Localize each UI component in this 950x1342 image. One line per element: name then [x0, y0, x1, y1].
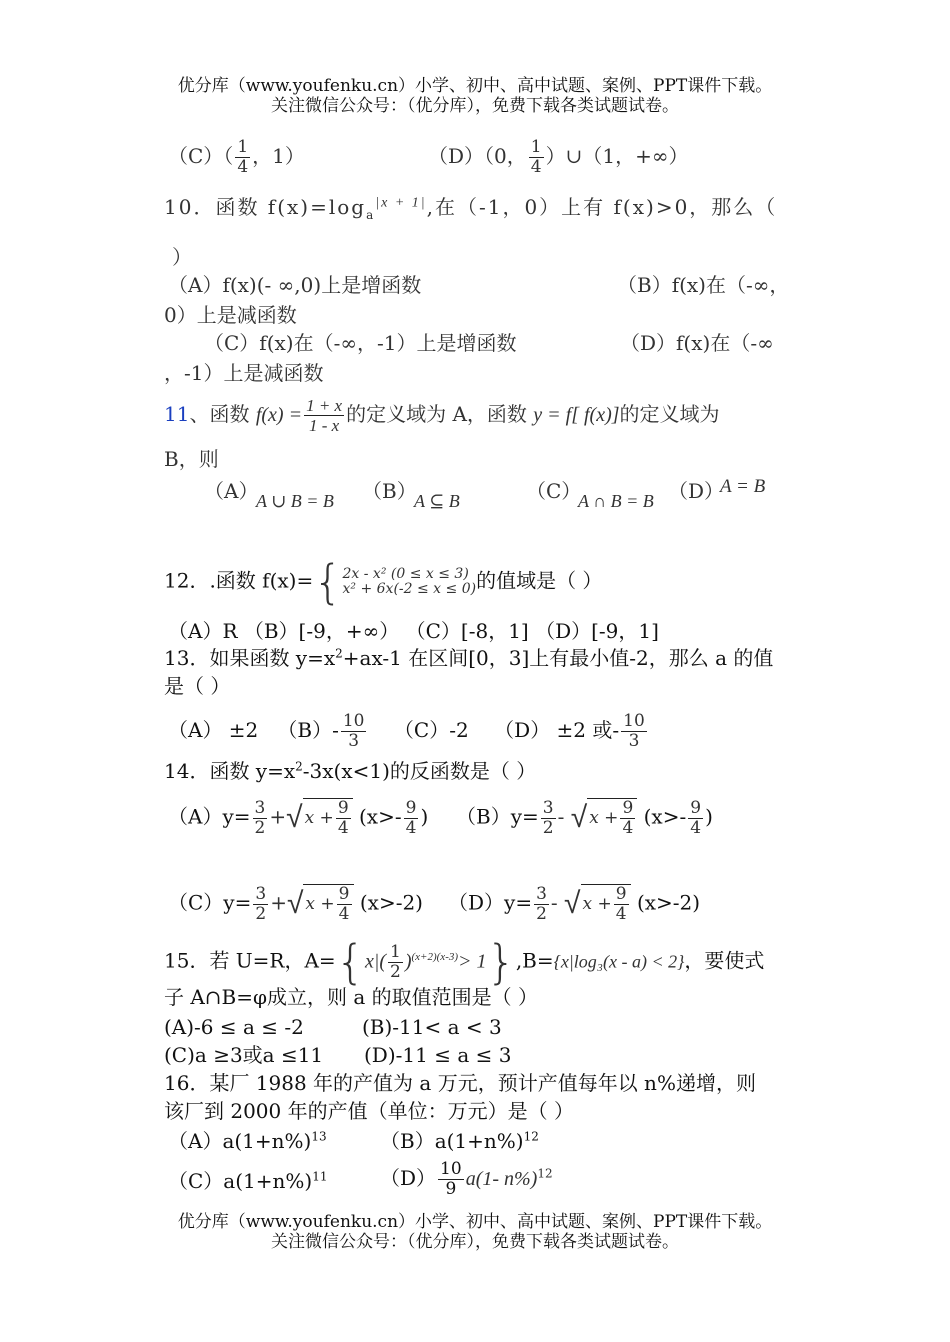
q10-option-b: （B）f(x)在（-∞，: [617, 273, 790, 297]
q10-option-a: （A）f(x)(- ∞,0)上是增函数: [168, 273, 422, 297]
fraction: $\frac{9}{4}$: [405, 797, 417, 838]
q15-option-c: (C)a ≥3或a ≤11: [164, 1043, 324, 1067]
header-line-2: 关注微信公众号：（优分库），免费下载各类试题试卷。: [271, 96, 679, 116]
q10-option-d: （D）f(x)在（-∞: [620, 331, 774, 355]
q11-option-d-math: A = B: [720, 476, 766, 497]
q10-stem-close: ）: [172, 245, 192, 269]
fraction: $\frac{1}{4}$: [530, 137, 542, 177]
q16-stem-2: 该厂到 2000 年的产值（单位：万元）是（ ）: [164, 1099, 574, 1123]
q10-stem: 10．函数 $f(x)=\log_a^{|x + 1|}$,在（-1，0）上有 f(x)>0，那么（: [164, 195, 778, 222]
q11-option-c-label: （C）: [526, 479, 582, 503]
q9-option-d: （D）（0， $\frac{1}{4}$ ）∪（1，+∞）: [428, 137, 689, 177]
left-brace: {: [313, 555, 343, 609]
q9-option-c: （C）（ $\frac{1}{4}$ ，1）: [168, 137, 305, 177]
fraction: $\frac{9}{4}$: [690, 797, 702, 838]
right-brace: }: [486, 935, 516, 989]
fraction: $\frac{3}{2}$: [255, 883, 267, 924]
fraction: $\frac{3}{2}$: [536, 883, 547, 924]
q10-option-c: （C）f(x)在（-∞，-1）上是增函数: [204, 331, 517, 355]
q14-option-d: （D）y= $\frac{3}{2}$ - √ x + $\frac{9}{4}$ (x>-2): [448, 883, 701, 924]
q16-stem-1: 16．某厂 1988 年的产值为 a 万元，预计产值每年以 n%递增，则: [164, 1071, 756, 1095]
fraction: $\frac{1}{2}$: [390, 941, 401, 982]
fraction: $\frac{9}{4}$: [615, 884, 627, 924]
q13-stem: 13．如果函数 $y=x^2+ax-1$ 在区间[0，3]上有最小值-2，那么 a 的值: [164, 646, 774, 670]
footer-line-2: 关注微信公众号：（优分库），免费下载各类试题试卷。: [271, 1232, 679, 1252]
q10-option-b-cont: 0）上是减函数: [164, 303, 297, 327]
fraction: $\frac{10}{3}$: [623, 711, 645, 751]
sqrt: √ x + $\frac{9}{4}$: [571, 798, 638, 838]
q11-option-c-math: A ∩ B = B: [578, 491, 654, 511]
q14-option-a: （A）y= $\frac{3}{2}$ +√ x + $\frac{9}{4}$ (x>- $\frac{9}{4}$ ): [168, 797, 429, 838]
q11-stem: 11、函数 f(x) = $\frac{1 + x}{1 - x}$ 的定义域为 A，函数 y = f[ f(x)]的定义域为: [164, 396, 720, 435]
sqrt: √ x + $\frac{9}{4}$: [564, 884, 631, 924]
q11-stem-cont: B，则: [164, 447, 219, 471]
header-line-1: 优分库（www.youfenku.cn）小学、初中、高中试题、案例、PPT课件下载。: [177, 76, 773, 96]
q15-option-b: (B)-11< a < 3: [362, 1015, 502, 1039]
fraction: $\frac{10}{9}$: [440, 1159, 462, 1199]
q12-stem: 12．.函数 f(x)={ 2x - x² (0 ≤ x ≤ 3) x² + 6x(-2 ≤ x ≤ 0) 的值域是（ ）: [164, 555, 603, 609]
left-brace: {: [335, 935, 365, 989]
sqrt: √ x + $\frac{9}{4}$: [287, 884, 354, 924]
q16-option-b: $(B)a(1+n\%)^{12}$: [380, 1129, 539, 1153]
q15-option-d: (D)-11 ≤ a ≤ 3: [364, 1043, 512, 1067]
q14-option-b: （B）y= $\frac{3}{2}$ - √ x + $\frac{9}{4}$ (x>- $\frac{9}{4}$ ): [456, 797, 713, 838]
q14-option-c: （C）y= $\frac{3}{2}$ +√ x + $\frac{9}{4}$ (x>-2): [168, 883, 423, 924]
q11-option-b-math: A ⊆ B: [414, 491, 460, 511]
fraction: $\frac{1 + x}{1 - x}$: [306, 396, 343, 435]
q15-stem-cont: 子 A∩B=φ成立，则 a 的取值范围是（ ）: [164, 985, 539, 1009]
fraction: $\frac{3}{2}$: [542, 797, 554, 838]
fraction: $\frac{10}{3}$: [342, 711, 365, 751]
q11-option-b-label: （B）: [362, 479, 417, 503]
q11-option-d-label: （D）: [668, 479, 725, 503]
fraction: $\frac{3}{2}$: [254, 797, 266, 838]
fraction: $\frac{9}{4}$: [337, 798, 349, 838]
q11-option-a-label: （A）: [204, 479, 259, 503]
fraction: $\frac{9}{4}$: [622, 798, 634, 838]
q13-options: （A） ±2 （B）- $\frac{10}{3}$ （C）-2 （D） ±2 或- $\frac{10}{3}$: [168, 711, 645, 751]
footer-line-1: 优分库（www.youfenku.cn）小学、初中、高中试题、案例、PPT课件下载。: [177, 1212, 773, 1232]
q11-option-a-math: A ∪ B = B: [256, 491, 334, 511]
q14-stem: 14．函数 $y=x^2-3x(x<1)$的反函数是（ ）: [164, 759, 537, 783]
fraction: $\frac{9}{4}$: [338, 884, 350, 924]
q12-options: （A）R （B）[-9，+∞） （C）[-8，1] （D）[-9，1]: [168, 619, 659, 643]
q16-option-a: $(A)a(1+n\%)^{13}$: [168, 1129, 327, 1153]
q16-option-d: （D） $\frac{10}{9}$ a(1- n%)$^{12}$: [380, 1159, 553, 1199]
q13-stem-cont: 是（ ）: [164, 674, 231, 698]
q10-option-d-cont: ，-1）上是减函数: [164, 361, 324, 385]
q15-stem: 15．若 U=R，A={x|( $\frac{1}{2}$ )$^{(x+2)(x-3)}$> 1},B={x|log₃(x - a) < 2}，要使式: [164, 935, 765, 989]
piecewise: 2x - x² (0 ≤ x ≤ 3) x² + 6x(-2 ≤ x ≤ 0): [342, 566, 477, 597]
q16-option-c: $(C)a(1+n\%)^{11}$: [168, 1169, 328, 1193]
q15-option-a: (A)-6 ≤ a ≤ -2: [164, 1015, 304, 1039]
fraction: $\frac{1}{4}$: [237, 137, 249, 177]
sqrt: √ x + $\frac{9}{4}$: [286, 798, 353, 838]
